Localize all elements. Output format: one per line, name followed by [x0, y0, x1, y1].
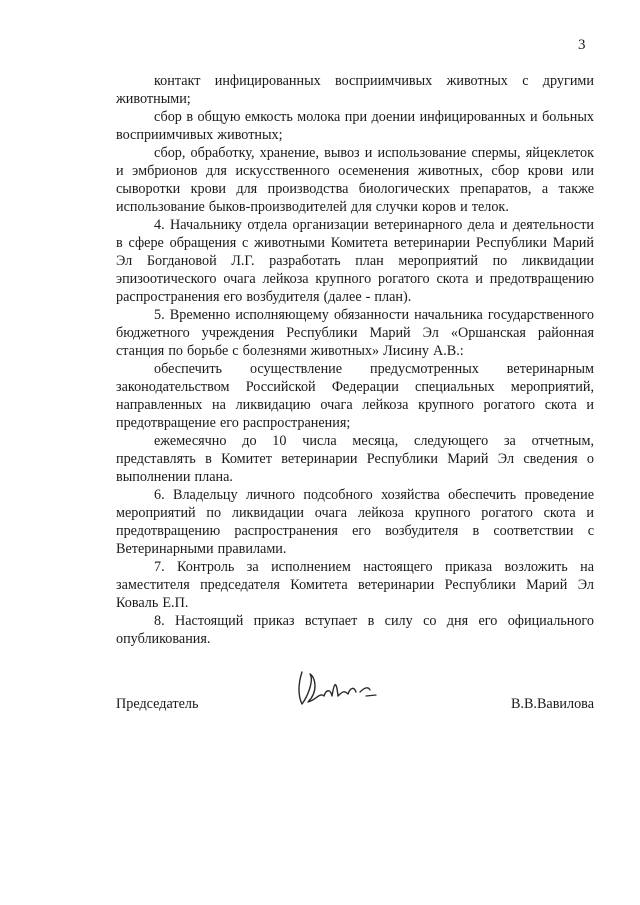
paragraph: сбор, обработку, хранение, вывоз и использование спермы, яйцеклеток и эмбрионов для искусственного осеменения животных, сбор крови или сыворотки крови для производства биологических препаратов, а также использование быков-производителей для случки коров и телок. [116, 145, 594, 215]
paragraph: ежемесячно до 10 числа месяца, следующего за отчетным, представлять в Комитет ветеринарии Республики Марий Эл сведения о выполнении плана. [116, 433, 594, 485]
paragraph: обеспечить осуществление предусмотренных ветеринарным законодательством Российской Федерации специальных мероприятий, направленных на ликвидацию очага лейкоза крупного рогатого скота и предотвращение его распространения; [116, 361, 594, 431]
page-number: 3 [578, 37, 586, 53]
signature-block [116, 696, 594, 720]
paragraph: 7. Контроль за исполнением настоящего приказа возложить на заместителя председателя Комитета ветеринарии Республики Марий Эл Коваль Е.П. [116, 559, 594, 611]
paragraph: 8. Настоящий приказ вступает в силу со дня его официального опубликования. [116, 613, 594, 647]
document-body [116, 72, 594, 648]
paragraph: 4. Начальнику отдела организации ветеринарного дела и деятельности в сфере обращения с животными Комитета ветеринарии Республики Марий Эл Богдановой Л.Г. разработать план мероприятий по ликвидации эпизоотического очага лейкоза крупного рогатого скота и предотвращению распространения его возбудителя (далее - план). [116, 217, 594, 305]
signatory-name: В.В.Вавилова [510, 696, 594, 712]
paragraph: 6. Владельцу личного подсобного хозяйства обеспечить проведение мероприятий по ликвидации очага лейкоза крупного рогатого скота и предотвращению распространения его возбудителя в соответствии с Ветеринарными правилами. [116, 487, 594, 557]
paragraph: 5. Временно исполняющему обязанности начальника государственного бюджетного учреждения Республики Марий Эл «Оршанская районная станция по борьбе с болезнями животных» Лисину А.В.: [116, 307, 594, 359]
signatory-title: Председатель [116, 696, 199, 712]
paragraph: контакт инфицированных восприимчивых животных с другими животными; [116, 73, 594, 107]
paragraph: сбор в общую емкость молока при доении инфицированных и больных восприимчивых животных; [116, 109, 594, 143]
